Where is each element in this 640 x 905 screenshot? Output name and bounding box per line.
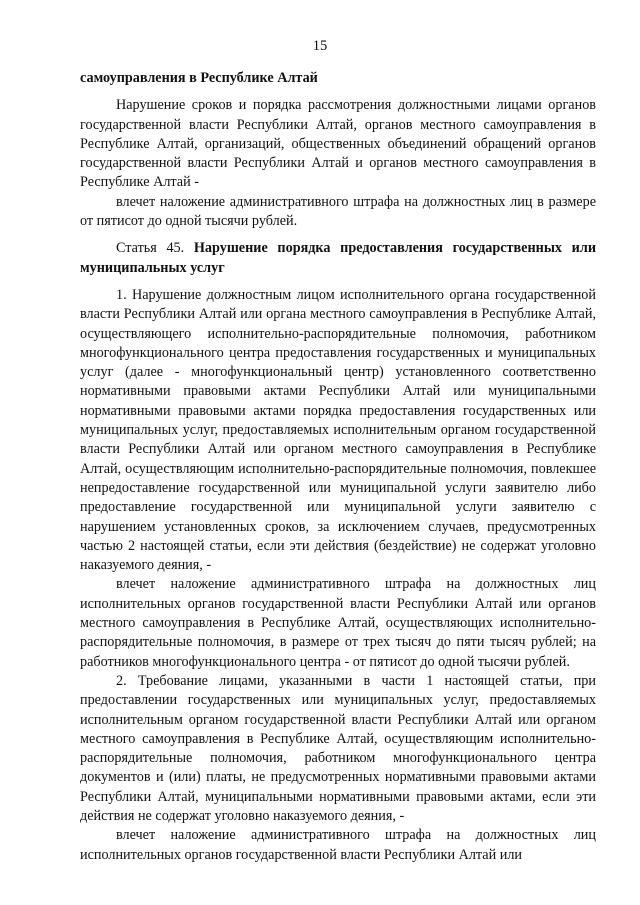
paragraph-violation-deadlines: Нарушение сроков и порядка рассмотрения должностными лицами органов государственной власти Республики Алтай, органов местного самоуправления в Республике Алтай, организаций, общественных объединений обращений органов государственной власти Республики Алтай и органов местного самоуправления в Республике Алтай -: [80, 97, 596, 191]
paragraph-penalty-part-2: влечет наложение административного штрафа на должностных лиц исполнительных органов государственной власти Республики Алтай или: [80, 827, 596, 863]
paragraph-penalty-1: влечет наложение административного штрафа на должностных лиц в размере от пятисот до одной тысячи рублей.: [80, 193, 596, 230]
article-title: Нарушение порядка предоставления государственных или муниципальных услуг: [80, 240, 596, 276]
paragraph-penalty-part-1: влечет наложение административного штрафа на должностных лиц исполнительных органов государственной власти Республики Алтай или органов местного самоуправления в Республике Алтай, осуществляющих исполнительно-распорядительные полномочия, в размере от трех тысяч до пяти тысяч рублей; на работников многофункционального центра - от пятисот до одной тысячи рублей.: [80, 576, 596, 670]
paragraph-part-1: 1. Нарушение должностным лицом исполнительного органа государственной власти Республики Алтай или органа местного самоуправления в Республике Алтай, осуществляющего исполнительно-распорядительные полномочия, работником многофункционального центра предоставления государственных и муниципальных услуг (далее - многофункциональный центр) установленного соответственно нормативными правовыми актами Республики Алтай или муниципальными нормативными правовыми актами порядка предоставления государственных или муниципальных услуг, предоставляемых исполнительным органом государственной власти Республики Алтай или органом местного самоуправления в Республике Алтай, осуществляющим исполнительно-распорядительные полномочия, повлекшее непредоставление государственной или муниципальной услуги заявителю либо предоставление государственной или муниципальной услуги заявителю с нарушением установленных сроков, за исключением случаев, предусмотренных частью 2 настоящей статьи, если эти действия (бездействие) не содержат уголовно наказуемого деяния, -: [80, 286, 596, 574]
continued-article-title: самоуправления в Республике Алтай: [80, 70, 318, 86]
article-number: Статья 45.: [116, 240, 194, 257]
paragraph-part-2: 2. Требование лицами, указанными в части 1 настоящей статьи, при предоставлении государственных или муниципальных услуг, предоставляемых исполнительным органом государственной власти Республики Алтай или органом местного самоуправления в Республике Алтай, осуществляющим исполнительно-распорядительные полномочия, работником многофункционального центра документов и (или) платы, не предусмотренных нормативными правовыми актами Республики Алтай, муниципальными нормативными правовыми актами, если эти действия не содержат уголовно наказуемого деяния, -: [80, 672, 596, 824]
article-45-heading: [80, 239, 596, 278]
document-body: [80, 69, 596, 865]
page-number: 15: [312, 38, 328, 54]
